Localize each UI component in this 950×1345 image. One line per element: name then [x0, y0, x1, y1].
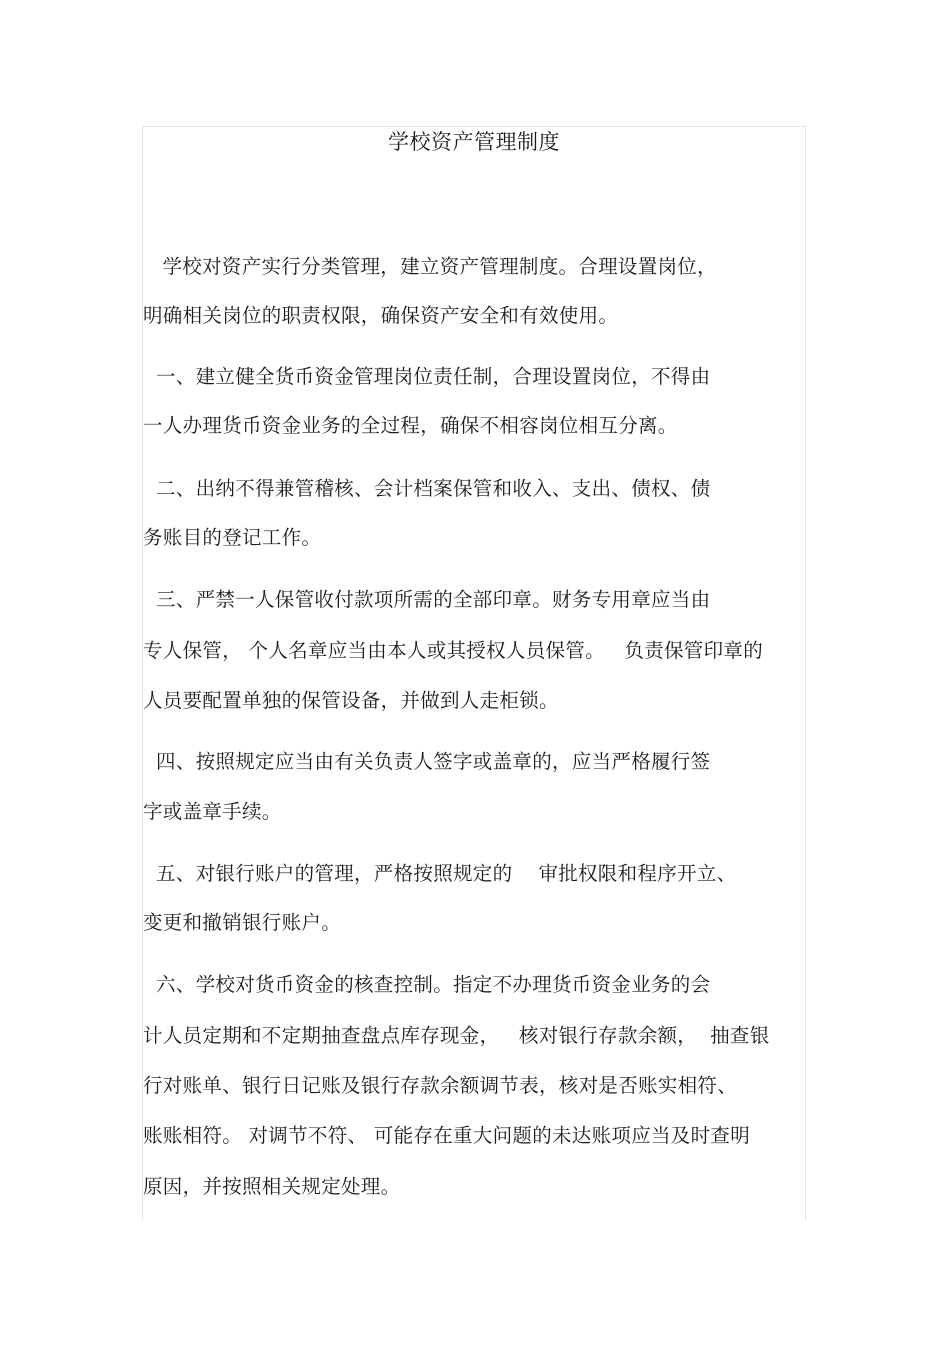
text-line-17: 账账相符。 对调节不符、 可能存在重大问题的未达账项应当及时查明: [143, 1124, 750, 1147]
text-line-14: 六、学校对货币资金的核查控制。指定不办理货币资金业务的会: [143, 973, 711, 996]
text-line-7: 三、严禁一人保管收付款项所需的全部印章。财务专用章应当由: [143, 588, 711, 611]
text-line-5: 二、出纳不得兼管稽核、会计档案保管和收入、支出、债权、债: [143, 477, 711, 500]
text-line-16: 行对账单、银行日记账及银行存款余额调节表，核对是否账实相符、: [143, 1074, 738, 1097]
text-line-3: 一、建立健全货币资金管理岗位责任制，合理设置岗位，不得由: [143, 365, 711, 388]
text-line-13: 变更和撤销银行账户。: [143, 911, 342, 934]
text-line-1: 学校对资产实行分类管理，建立资产管理制度。合理设置岗位，: [143, 255, 717, 278]
text-line-6: 务账目的登记工作。: [143, 526, 322, 549]
text-line-4: 一人办理货币资金业务的全过程，确保不相容岗位相互分离。: [143, 414, 678, 437]
document-title: 学校资产管理制度: [388, 130, 560, 154]
page-frame: [142, 126, 806, 1221]
text-line-15: 计人员定期和不定期抽查盘点库存现金， 核对银行存款余额， 抽查银: [143, 1024, 770, 1047]
text-line-12: 五、对银行账户的管理，严格按照规定的 审批权限和程序开立、: [143, 862, 737, 885]
text-line-18: 原因，并按照相关规定处理。: [143, 1175, 401, 1198]
text-line-9: 人员要配置单独的保管设备，并做到人走柜锁。: [143, 689, 559, 712]
text-line-10: 四、按照规定应当由有关负责人签字或盖章的，应当严格履行签: [143, 750, 711, 773]
text-line-2: 明确相关岗位的职责权限，确保资产安全和有效使用。: [143, 304, 619, 327]
text-line-8: 专人保管， 个人名章应当由本人或其授权人员保管。 负责保管印章的: [143, 639, 763, 662]
text-line-11: 字或盖章手续。: [143, 800, 282, 823]
